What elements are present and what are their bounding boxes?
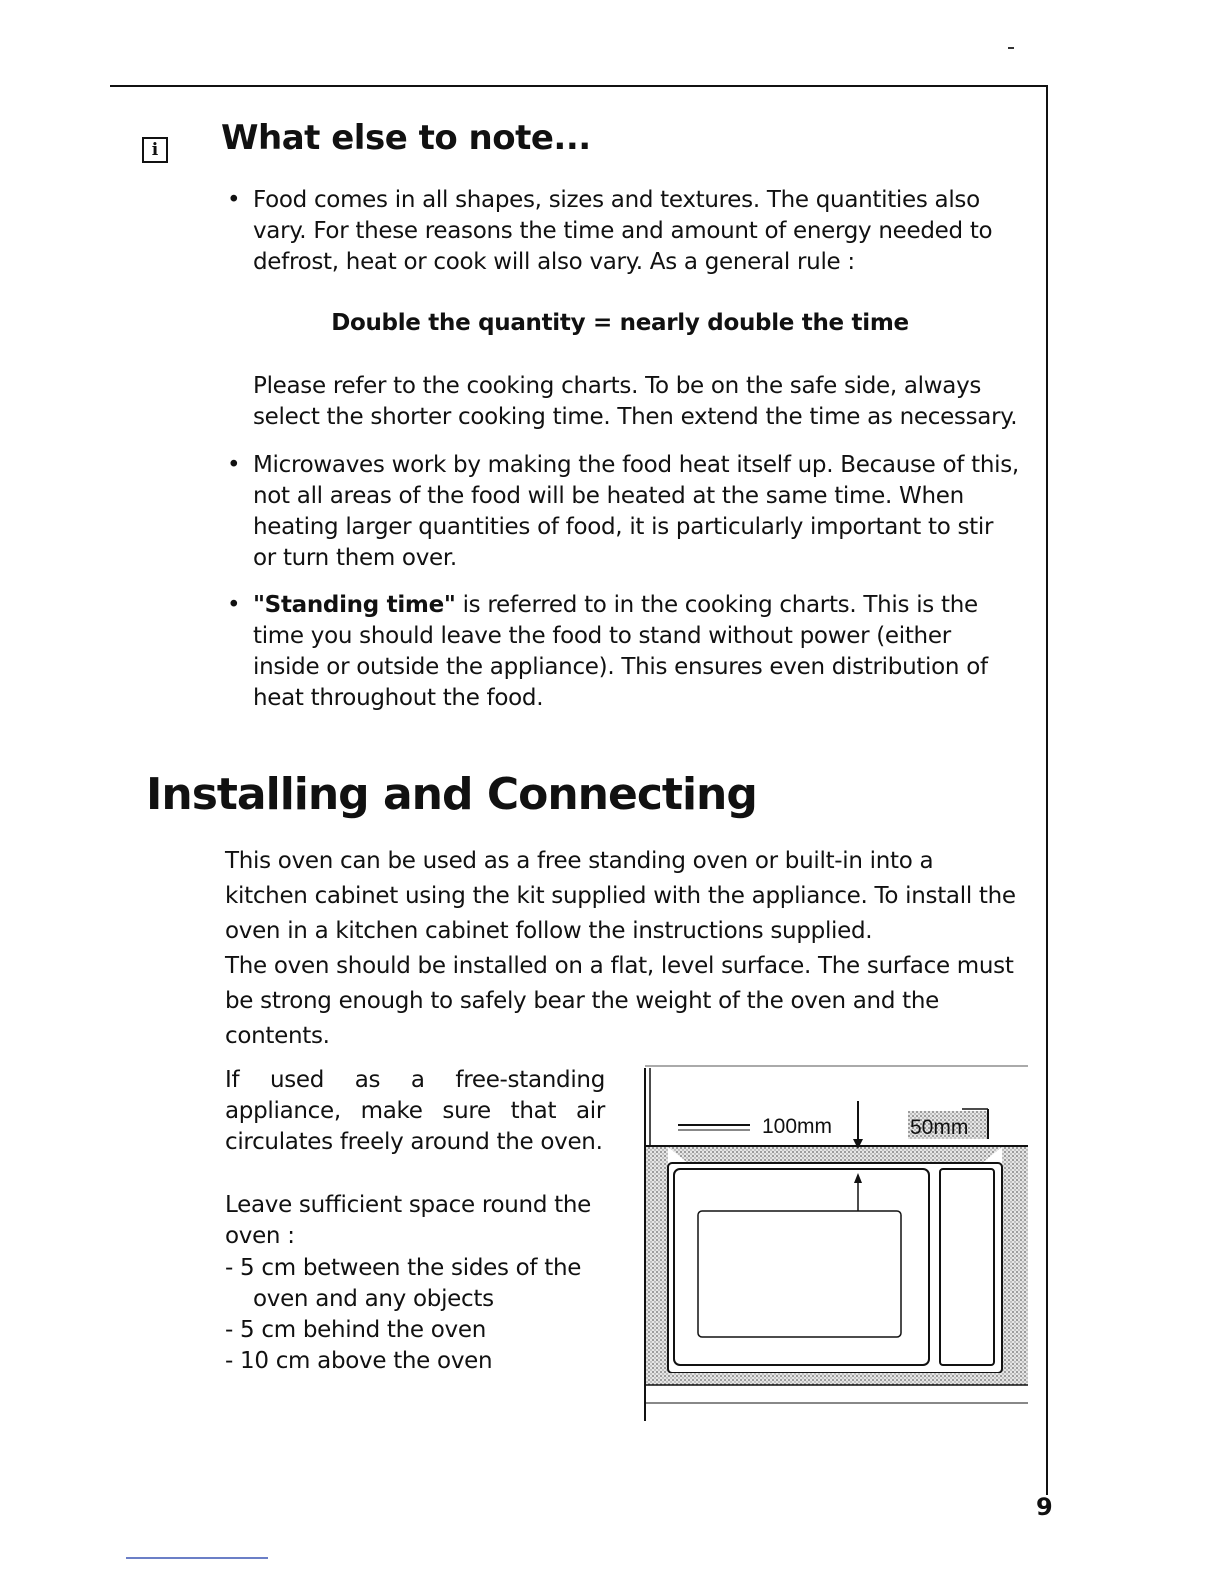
back-clearance-label: 50mm bbox=[910, 1116, 969, 1139]
info-icon: i bbox=[142, 137, 168, 163]
list-item: - 5 cm between the sides of the oven and any objects bbox=[225, 1255, 582, 1312]
top-shading bbox=[668, 1147, 1002, 1163]
bullet-dot: • bbox=[227, 592, 241, 618]
standing-time-term: "Standing time" bbox=[253, 592, 456, 618]
note-bullet-1: • Food comes in all shapes, sizes and textures. The quantities also vary. For these reasons the time and amount of energy needed to defrost, heat or cook will also vary. As a general rule : bbox=[227, 187, 993, 275]
install-paragraph-1: This oven can be used as a free standing oven or built-in into a kitchen cabinet using the kit supplied with the appliance. To install the oven in a kitchen cabinet follow the instructions supplied. bbox=[225, 848, 1016, 944]
bullet-dot: • bbox=[227, 187, 241, 213]
note-bullet-3: • "Standing time" is referred to in the cooking charts. This is the time you should leave the food to stand without power (either inside or outside the appliance). This ensures even distribution of heat throughout the food. bbox=[227, 592, 988, 711]
install-paragraph-3: If used as a free-standing appliance, make sure that air circulates freely around the oven. bbox=[225, 1067, 605, 1155]
page-title: Installing and Connecting bbox=[146, 769, 757, 820]
bullet-dot: • bbox=[227, 452, 241, 478]
side-shading bbox=[646, 1147, 668, 1373]
oven-body bbox=[668, 1163, 1002, 1373]
note-bullet-2: • Microwaves work by making the food heat itself up. Because of this, not all areas of the food will be heated at the same time. When heating larger quantities of food, it is particularly important to stir or turn them over. bbox=[227, 452, 1019, 571]
list-item: - 10 cm above the oven bbox=[225, 1348, 493, 1374]
note-bullet-1-followup: Please refer to the cooking charts. To be on the safe side, always select the shorter cooking time. Then extend the time as necessary. bbox=[253, 373, 1018, 430]
section-title-note: What else to note... bbox=[221, 118, 591, 158]
top-clearance-label: 100mm bbox=[762, 1115, 833, 1138]
quantity-rule: Double the quantity = nearly double the time bbox=[331, 310, 909, 336]
margin-mark bbox=[1008, 47, 1014, 49]
page-number: 9 bbox=[1036, 1493, 1053, 1521]
list-item: - 5 cm behind the oven bbox=[225, 1317, 486, 1343]
base-shading bbox=[646, 1373, 1028, 1385]
margin-rule bbox=[1046, 85, 1048, 1495]
header-rule bbox=[110, 85, 1048, 87]
clearance-list bbox=[225, 1253, 615, 1377]
install-paragraph-4: Leave sufficient space round the oven : bbox=[225, 1192, 591, 1249]
install-paragraph-2: The oven should be installed on a flat, level surface. The surface must be strong enough to safely bear the weight of the oven and the contents. bbox=[225, 953, 1014, 1049]
footer-rule bbox=[126, 1557, 268, 1559]
side-shading bbox=[1002, 1147, 1028, 1373]
oven-clearance-diagram bbox=[640, 1063, 1030, 1423]
